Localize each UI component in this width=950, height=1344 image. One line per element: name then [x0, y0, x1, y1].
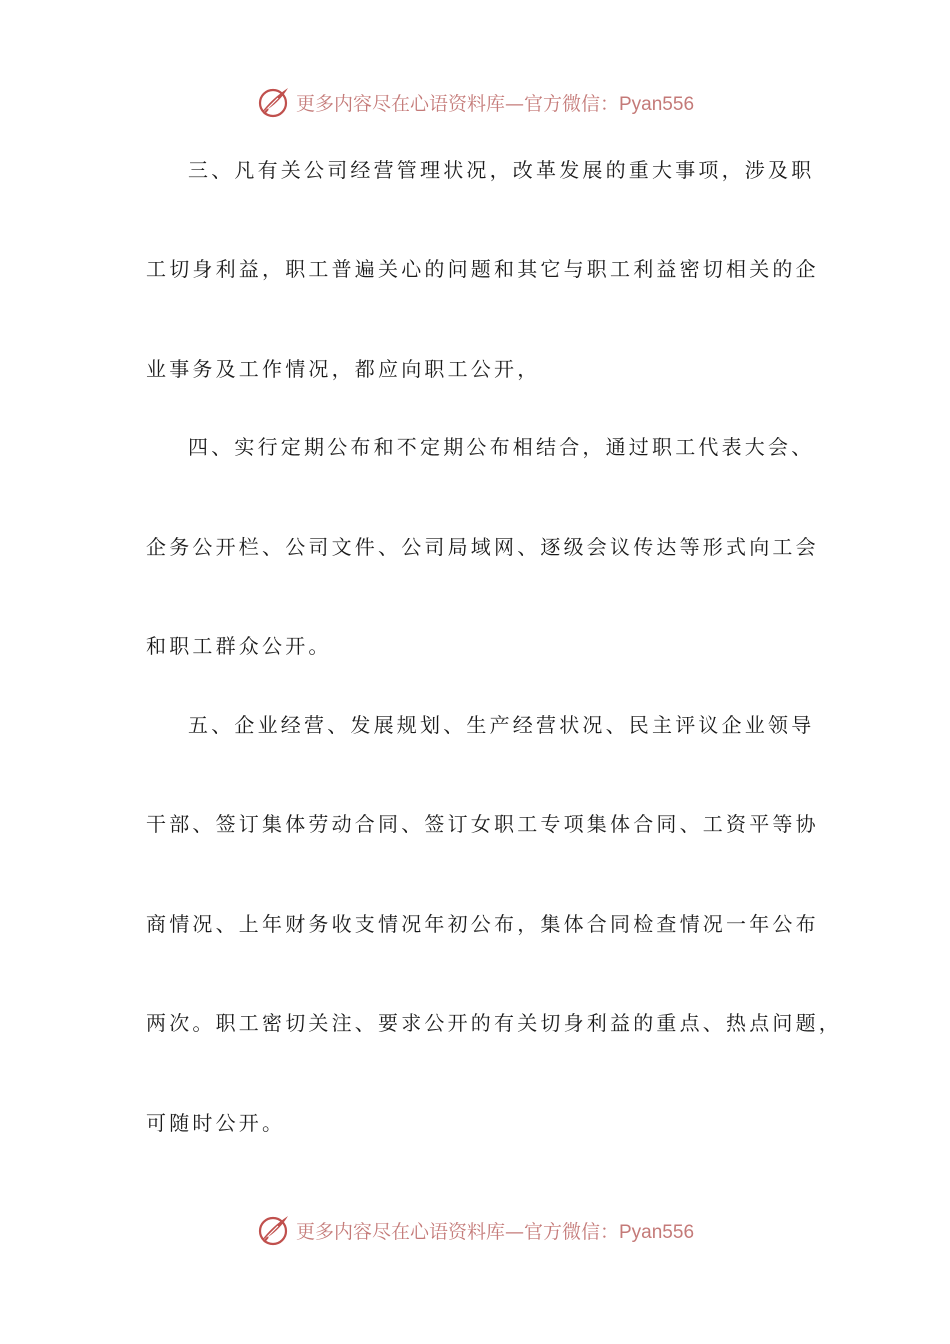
watermark-text-cn: 更多内容尽在心语资料库—官方微信： [295, 92, 619, 115]
paragraph-3-line-3: 商情况、上年财务收支情况年初公布，集体合同检查情况一年公布 [146, 912, 819, 936]
watermark-text [296, 1217, 694, 1244]
header-watermark-banner [0, 80, 950, 124]
paragraph-3-line-2: 干部、签订集体劳动合同、签订女职工专项集体合同、工资平等协 [146, 812, 819, 836]
paragraph-2-line-3: 和职工群众公开。 [146, 634, 332, 658]
paragraph-2-line-2: 企务公开栏、公司文件、公司局域网、逐级会议传达等形式向工会 [146, 535, 819, 559]
paragraph-3-line-5: 可随时公开。 [146, 1111, 286, 1135]
paragraph-2-line-1: 四、实行定期公布和不定期公布相结合，通过职工代表大会、 [188, 435, 815, 459]
paragraph-1-line-1: 三、凡有关公司经营管理状况，改革发展的重大事项，涉及职 [188, 158, 815, 182]
watermark-text-cn: 更多内容尽在心语资料库—官方微信： [295, 1220, 619, 1243]
watermark-text [296, 89, 694, 116]
paragraph-1-line-2: 工切身利益，职工普遍关心的问题和其它与职工利益密切相关的企 [146, 257, 819, 281]
footer-watermark-banner [0, 1208, 950, 1252]
paragraph-1-line-3: 业事务及工作情况，都应向职工公开， [146, 357, 541, 381]
watermark-wechat-id: Pyan556 [619, 1221, 695, 1243]
paragraph-3-line-4: 两次。职工密切关注、要求公开的有关切身利益的重点、热点问题， [146, 1011, 842, 1035]
quill-pen-logo-icon [256, 84, 292, 120]
watermark-wechat-id: Pyan556 [619, 93, 695, 115]
paragraph-3-line-1: 五、企业经营、发展规划、生产经营状况、民主评议企业领导 [188, 713, 815, 737]
quill-pen-logo-icon [256, 1212, 292, 1248]
